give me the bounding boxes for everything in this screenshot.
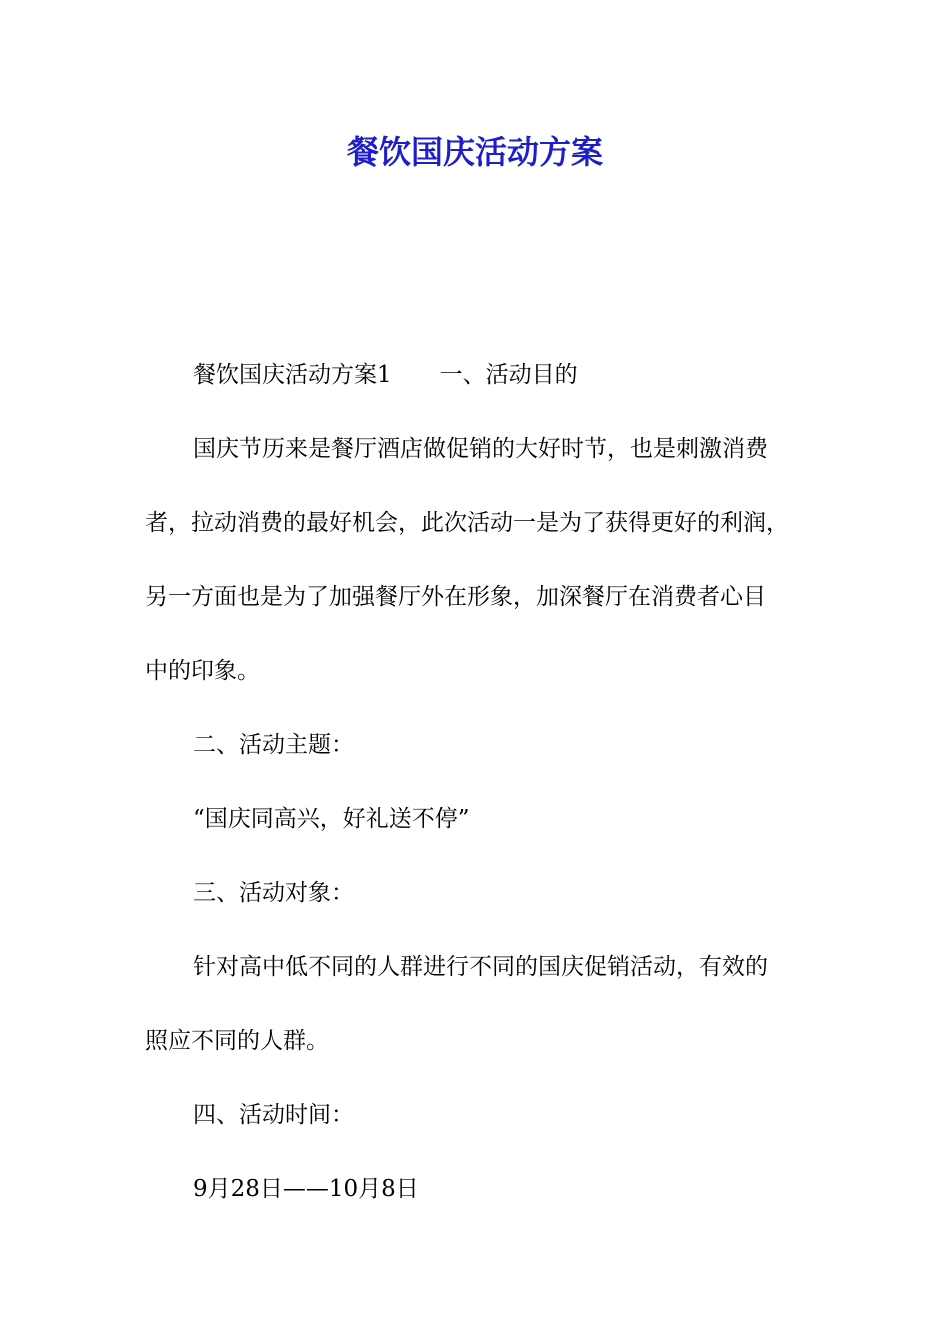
section-audience-heading: 三、活动对象： bbox=[193, 880, 354, 906]
document-body bbox=[145, 338, 835, 1226]
section-time-heading: 四、活动时间： bbox=[193, 1102, 354, 1128]
purpose-line-1: 国庆节历来是餐厅酒店做促销的大好时节，也是刺激消费 bbox=[193, 436, 768, 462]
section-theme-heading: 二、活动主题： bbox=[193, 732, 354, 758]
section-purpose-heading: 一、活动目的 bbox=[439, 362, 578, 388]
heading-line bbox=[145, 338, 835, 412]
purpose-line-2: 者，拉动消费的最好机会，此次活动一是为了获得更好的利润， bbox=[145, 510, 789, 536]
audience-paragraph bbox=[145, 930, 835, 1078]
audience-line-2: 照应不同的人群。 bbox=[145, 1028, 329, 1054]
audience-line-1: 针对高中低不同的人群进行不同的国庆促销活动，有效的 bbox=[193, 954, 768, 980]
activity-dates: 9月28日——10月8日 bbox=[193, 1176, 419, 1202]
purpose-paragraph bbox=[145, 412, 835, 708]
theme-slogan: “国庆同高兴，好礼送不停” bbox=[193, 806, 470, 832]
purpose-line-3: 另一方面也是为了加强餐厅外在形象，加深餐厅在消费者心目 bbox=[145, 584, 766, 610]
purpose-line-4: 中的印象。 bbox=[145, 658, 260, 684]
document-title: 餐饮国庆活动方案 bbox=[346, 133, 603, 171]
plan-name: 餐饮国庆活动方案1 bbox=[193, 362, 392, 388]
